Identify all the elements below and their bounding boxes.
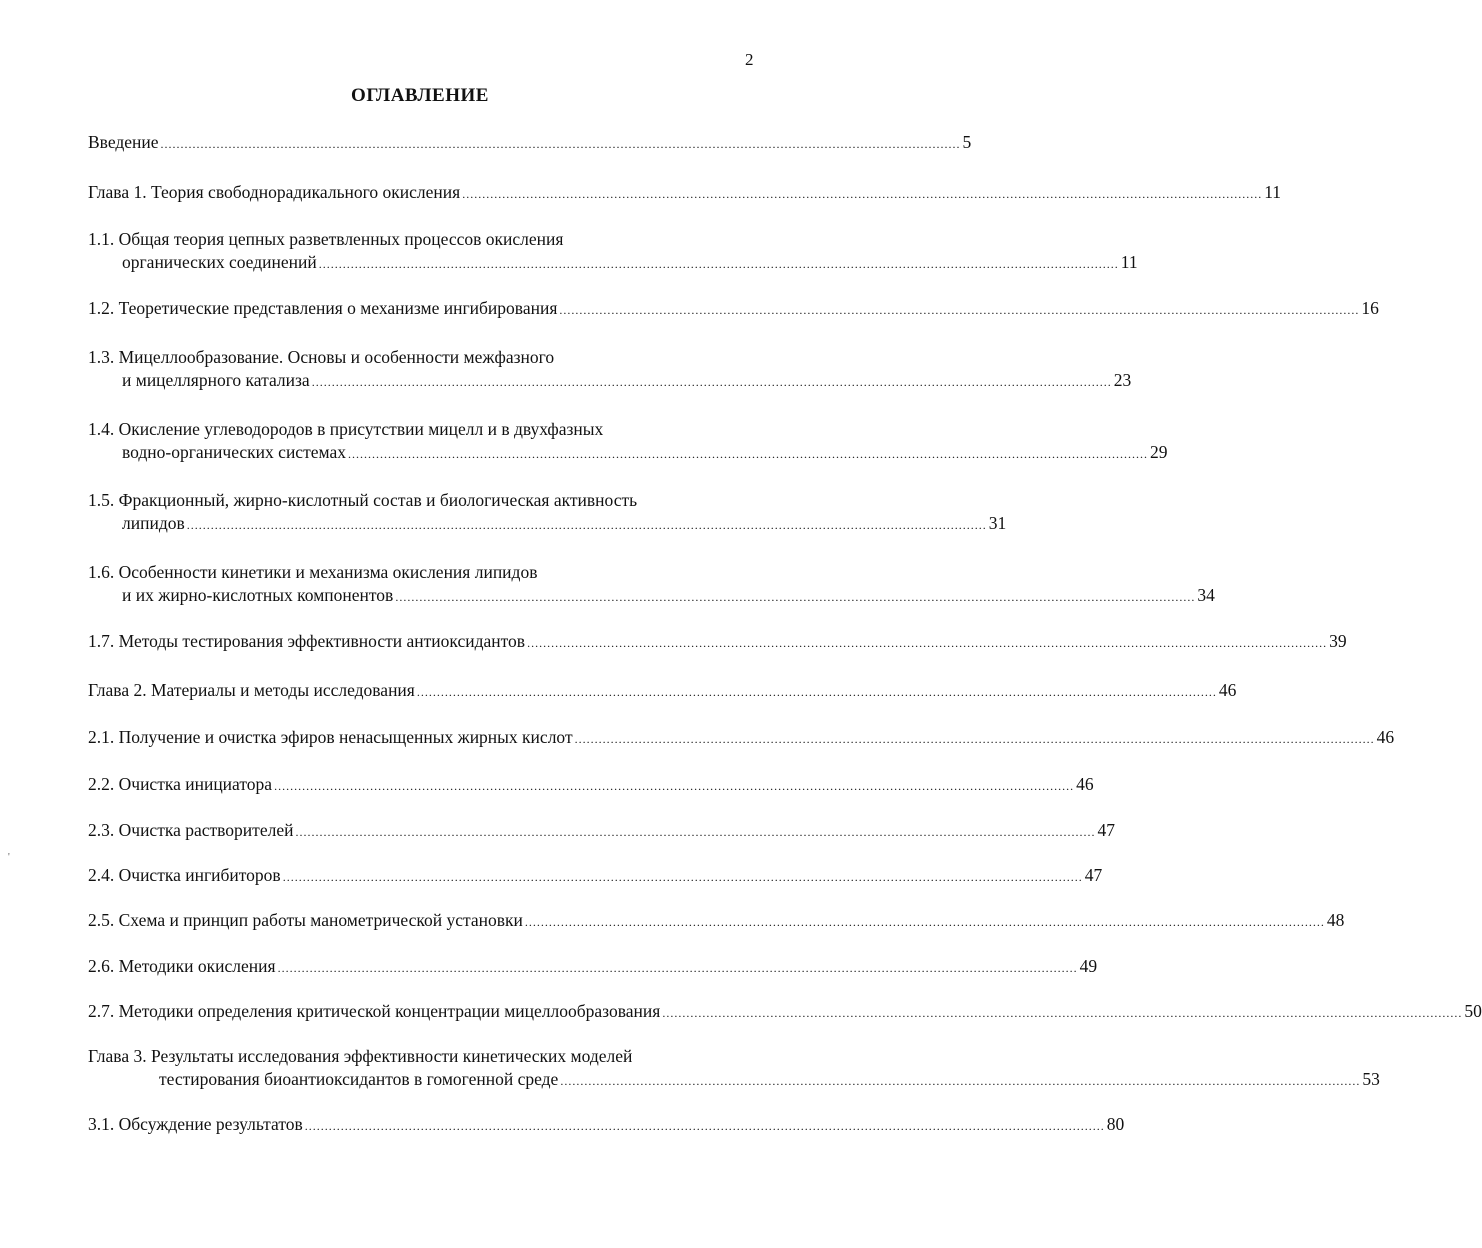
toc-entry-chapter-2[interactable]	[88, 679, 1237, 704]
leader-dots: ........................................................................................................................................................................................................	[295, 825, 1096, 839]
leader-dots: ........................................................................................................................................................................................................	[304, 1119, 1105, 1133]
toc-page-number: 23	[1113, 370, 1132, 390]
leader-dots: ........................................................................................................................................................................................................	[416, 685, 1217, 699]
toc-entry-title-continued: водно-органических системах	[122, 442, 346, 462]
toc-page-number: 29	[1149, 442, 1168, 462]
leader-dots: ........................................................................................................................................................................................................	[395, 590, 1196, 604]
toc-entry-title: 1.4. Окисление углеводородов в присутствии мицелл и в двухфазных	[88, 419, 604, 439]
leader-dots: ........................................................................................................................................................................................................	[277, 961, 1078, 975]
toc-page-number: 80	[1106, 1114, 1125, 1134]
toc-entry-title: 2.6. Методики окисления	[88, 956, 276, 976]
leader-dots: ........................................................................................................................................................................................................	[311, 375, 1112, 389]
toc-entry-1-3[interactable]	[88, 346, 1132, 394]
toc-entry-title-continued: и их жирно-кислотных компонентов	[122, 585, 394, 605]
toc-entry-title: 2.4. Очистка ингибиторов	[88, 865, 281, 885]
leader-dots: ........................................................................................................................................................................................................	[662, 1006, 1463, 1020]
toc-entry-2-4[interactable]	[88, 864, 1103, 889]
toc-page-number: 34	[1197, 585, 1215, 605]
toc-entry-title: 1.2. Теоретические представления о механизме ингибирования	[88, 298, 558, 318]
toc-entry-title: 2.7. Методики определения критической концентрации мицеллообразования	[88, 1001, 661, 1021]
leader-dots: ........................................................................................................................................................................................................	[186, 518, 987, 532]
toc-entry-title-continued: и мицеллярного катализа	[122, 370, 310, 390]
toc-entry-2-3[interactable]	[88, 819, 1115, 844]
toc-entry-title: 1.6. Особенности кинетики и механизма окисления липидов	[88, 562, 538, 582]
leader-dots: ........................................................................................................................................................................................................	[559, 303, 1360, 317]
toc-entry-title: 2.3. Очистка растворителей	[88, 820, 294, 840]
toc-page-number: 46	[1376, 727, 1395, 747]
page-title: ОГЛАВЛЕНИЕ	[351, 85, 489, 106]
toc-entry-2-5[interactable]	[88, 909, 1345, 934]
toc-entry-1-1[interactable]	[88, 228, 1138, 276]
leader-dots: ........................................................................................................................................................................................................	[527, 636, 1328, 650]
leader-dots: ........................................................................................................................................................................................................	[560, 1074, 1361, 1088]
toc-page-number: 46	[1076, 774, 1094, 794]
toc-page-number: 47	[1084, 865, 1103, 885]
toc-page-number: 39	[1329, 631, 1347, 651]
toc-entry-2-7[interactable]	[88, 1000, 1482, 1025]
toc-entry-1-6[interactable]	[88, 561, 1215, 609]
toc-entry-chapter-1[interactable]	[88, 181, 1282, 206]
toc-entry-title-continued: липидов	[122, 513, 185, 533]
toc-page-number: 31	[988, 513, 1007, 533]
toc-page-number: 50	[1464, 1001, 1482, 1021]
toc-entry-title: Глава 1. Теория свободнорадикального окисления	[88, 182, 461, 202]
toc-page-number: 11	[1264, 182, 1282, 202]
leader-dots: ........................................................................................................................................................................................................	[462, 187, 1263, 201]
leader-dots: ........................................................................................................................................................................................................	[274, 779, 1075, 793]
toc-entry-title: Введение	[88, 132, 159, 152]
toc-page-number: 53	[1362, 1069, 1380, 1089]
toc-entry-1-7[interactable]	[88, 630, 1347, 655]
toc-page-number: 11	[1120, 252, 1138, 272]
toc-entry-title: 1.3. Мицеллообразование. Основы и особенности межфазного	[88, 347, 555, 367]
toc-entry-title: 3.1. Обсуждение результатов	[88, 1114, 303, 1134]
toc-entry-title: Глава 3. Результаты исследования эффективности кинетических моделей	[88, 1046, 633, 1066]
toc-entry-title: 1.5. Фракционный, жирно-кислотный состав и биологическая активность	[88, 490, 638, 510]
toc-page-number: 46	[1218, 680, 1237, 700]
toc-entry-title: 2.2. Очистка инициатора	[88, 774, 273, 794]
toc-entry-1-5[interactable]	[88, 489, 1007, 537]
leader-dots: ........................................................................................................................................................................................................	[574, 732, 1375, 746]
leader-dots: ........................................................................................................................................................................................................	[318, 257, 1119, 271]
leader-dots: ........................................................................................................................................................................................................	[160, 137, 961, 151]
toc-entry-title: 1.1. Общая теория цепных разветвленных процессов окисления	[88, 229, 564, 249]
toc-page-number: 49	[1079, 956, 1098, 976]
leader-dots: ........................................................................................................................................................................................................	[524, 915, 1325, 929]
toc-entry-3-1[interactable]	[88, 1113, 1125, 1138]
toc-entry-title-continued: органических соединений	[122, 252, 317, 272]
toc-page-number: 47	[1097, 820, 1115, 840]
toc-entry-title: 2.1. Получение и очистка эфиров ненасыщенных жирных кислот	[88, 727, 573, 747]
toc-page-number: 16	[1361, 298, 1379, 318]
toc-entry-introduction[interactable]	[88, 131, 972, 156]
toc-entry-2-2[interactable]	[88, 773, 1094, 798]
toc-page-number: 5	[962, 132, 972, 152]
toc-page-number: 48	[1326, 910, 1345, 930]
toc-entry-2-1[interactable]	[88, 726, 1395, 751]
leader-dots: ........................................................................................................................................................................................................	[347, 447, 1148, 461]
toc-entry-title-continued: тестирования биоантиоксидантов в гомогенной среде	[159, 1069, 559, 1089]
toc-entry-title: 1.7. Методы тестирования эффективности антиоксидантов	[88, 631, 526, 651]
toc-entry-title: Глава 2. Материалы и методы исследования	[88, 680, 415, 700]
toc-entry-title: 2.5. Схема и принцип работы манометрической установки	[88, 910, 523, 930]
toc-entry-2-6[interactable]	[88, 955, 1098, 980]
leader-dots: ........................................................................................................................................................................................................	[282, 870, 1083, 884]
stray-mark: '	[8, 852, 10, 863]
toc-entry-1-2[interactable]	[88, 297, 1379, 322]
page-number: 2	[745, 50, 754, 69]
toc-entry-chapter-3[interactable]	[88, 1045, 1380, 1093]
toc-entry-1-4[interactable]	[88, 418, 1168, 466]
